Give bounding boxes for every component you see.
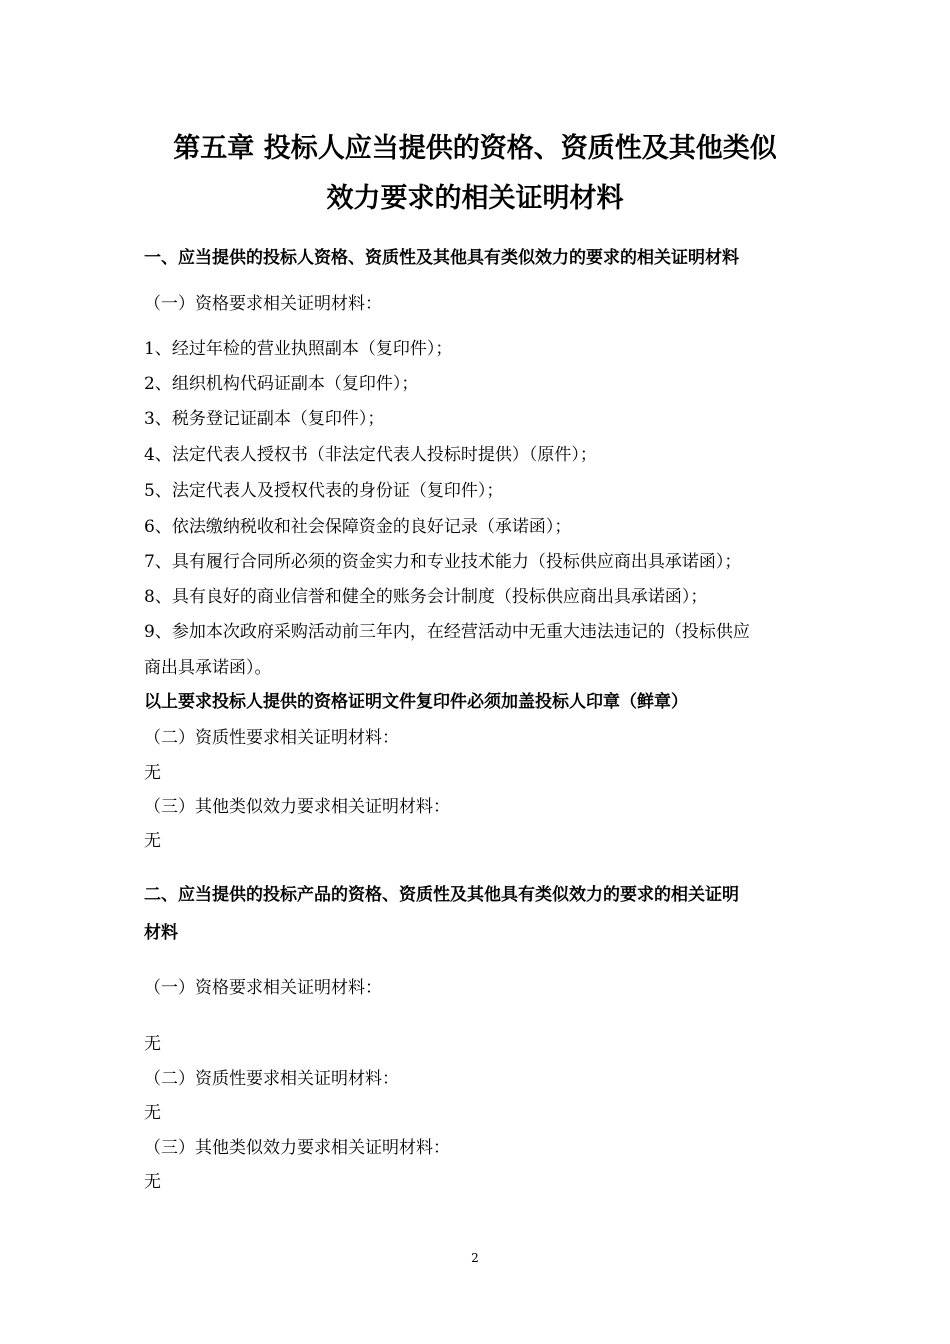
section2-sub3-value: 无: [144, 1172, 161, 1192]
section2-sub1-value: 无: [144, 1034, 161, 1054]
section2-sub2-value: 无: [144, 1103, 161, 1123]
chapter-title-line1: 第五章 投标人应当提供的资格、资质性及其他类似: [173, 133, 777, 164]
requirement-item: 5、法定代表人及授权代表的身份证（复印件）；: [144, 481, 504, 501]
requirement-item-continuation: 商出具承诺函）。: [144, 658, 272, 678]
requirement-item: 9、参加本次政府采购活动前三年内，在经营活动中无重大违法违记的（投标供应: [144, 622, 750, 642]
requirement-item: 1、经过年检的营业执照副本（复印件）；: [144, 339, 453, 359]
requirement-item: 6、依法缴纳税收和社会保障资金的良好记录（承诺函）；: [144, 517, 572, 537]
requirement-item: 7、具有履行合同所必须的资金实力和专业技术能力（投标供应商出具承诺函）；: [144, 552, 742, 572]
requirement-item: 2、组织机构代码证副本（复印件）；: [144, 374, 419, 394]
stamp-requirement-note: 以上要求投标人提供的资格证明文件复印件必须加盖投标人印章（鲜章）: [144, 692, 688, 712]
requirement-item: 8、具有良好的商业信誉和健全的账务会计制度（投标供应商出具承诺函）；: [144, 587, 708, 607]
section1-sub2-heading: （二）资质性要求相关证明材料：: [144, 728, 399, 748]
section1-sub3-heading: （三）其他类似效力要求相关证明材料：: [144, 797, 450, 817]
section1-heading: 一、应当提供的投标人资格、资质性及其他具有类似效力的要求的相关证明材料: [144, 248, 739, 268]
page-number: 2: [471, 1251, 479, 1265]
requirement-item: 3、税务登记证副本（复印件）；: [144, 409, 385, 429]
requirement-item: 4、法定代表人授权书（非法定代表人投标时提供）（原件）；: [144, 445, 597, 465]
section2-sub3-heading: （三）其他类似效力要求相关证明材料：: [144, 1138, 450, 1158]
section2-sub1-heading: （一）资格要求相关证明材料：: [144, 978, 382, 998]
section2-heading-line1: 二、应当提供的投标产品的资格、资质性及其他具有类似效力的要求的相关证明: [144, 885, 739, 905]
section2-heading-line2: 材料: [144, 923, 178, 943]
section1-sub3-value: 无: [144, 831, 161, 851]
section1-sub2-value: 无: [144, 763, 161, 783]
chapter-title-line2: 效力要求的相关证明材料: [326, 183, 624, 214]
section1-sub1-heading: （一）资格要求相关证明材料：: [144, 294, 382, 314]
section2-sub2-heading: （二）资质性要求相关证明材料：: [144, 1069, 399, 1089]
